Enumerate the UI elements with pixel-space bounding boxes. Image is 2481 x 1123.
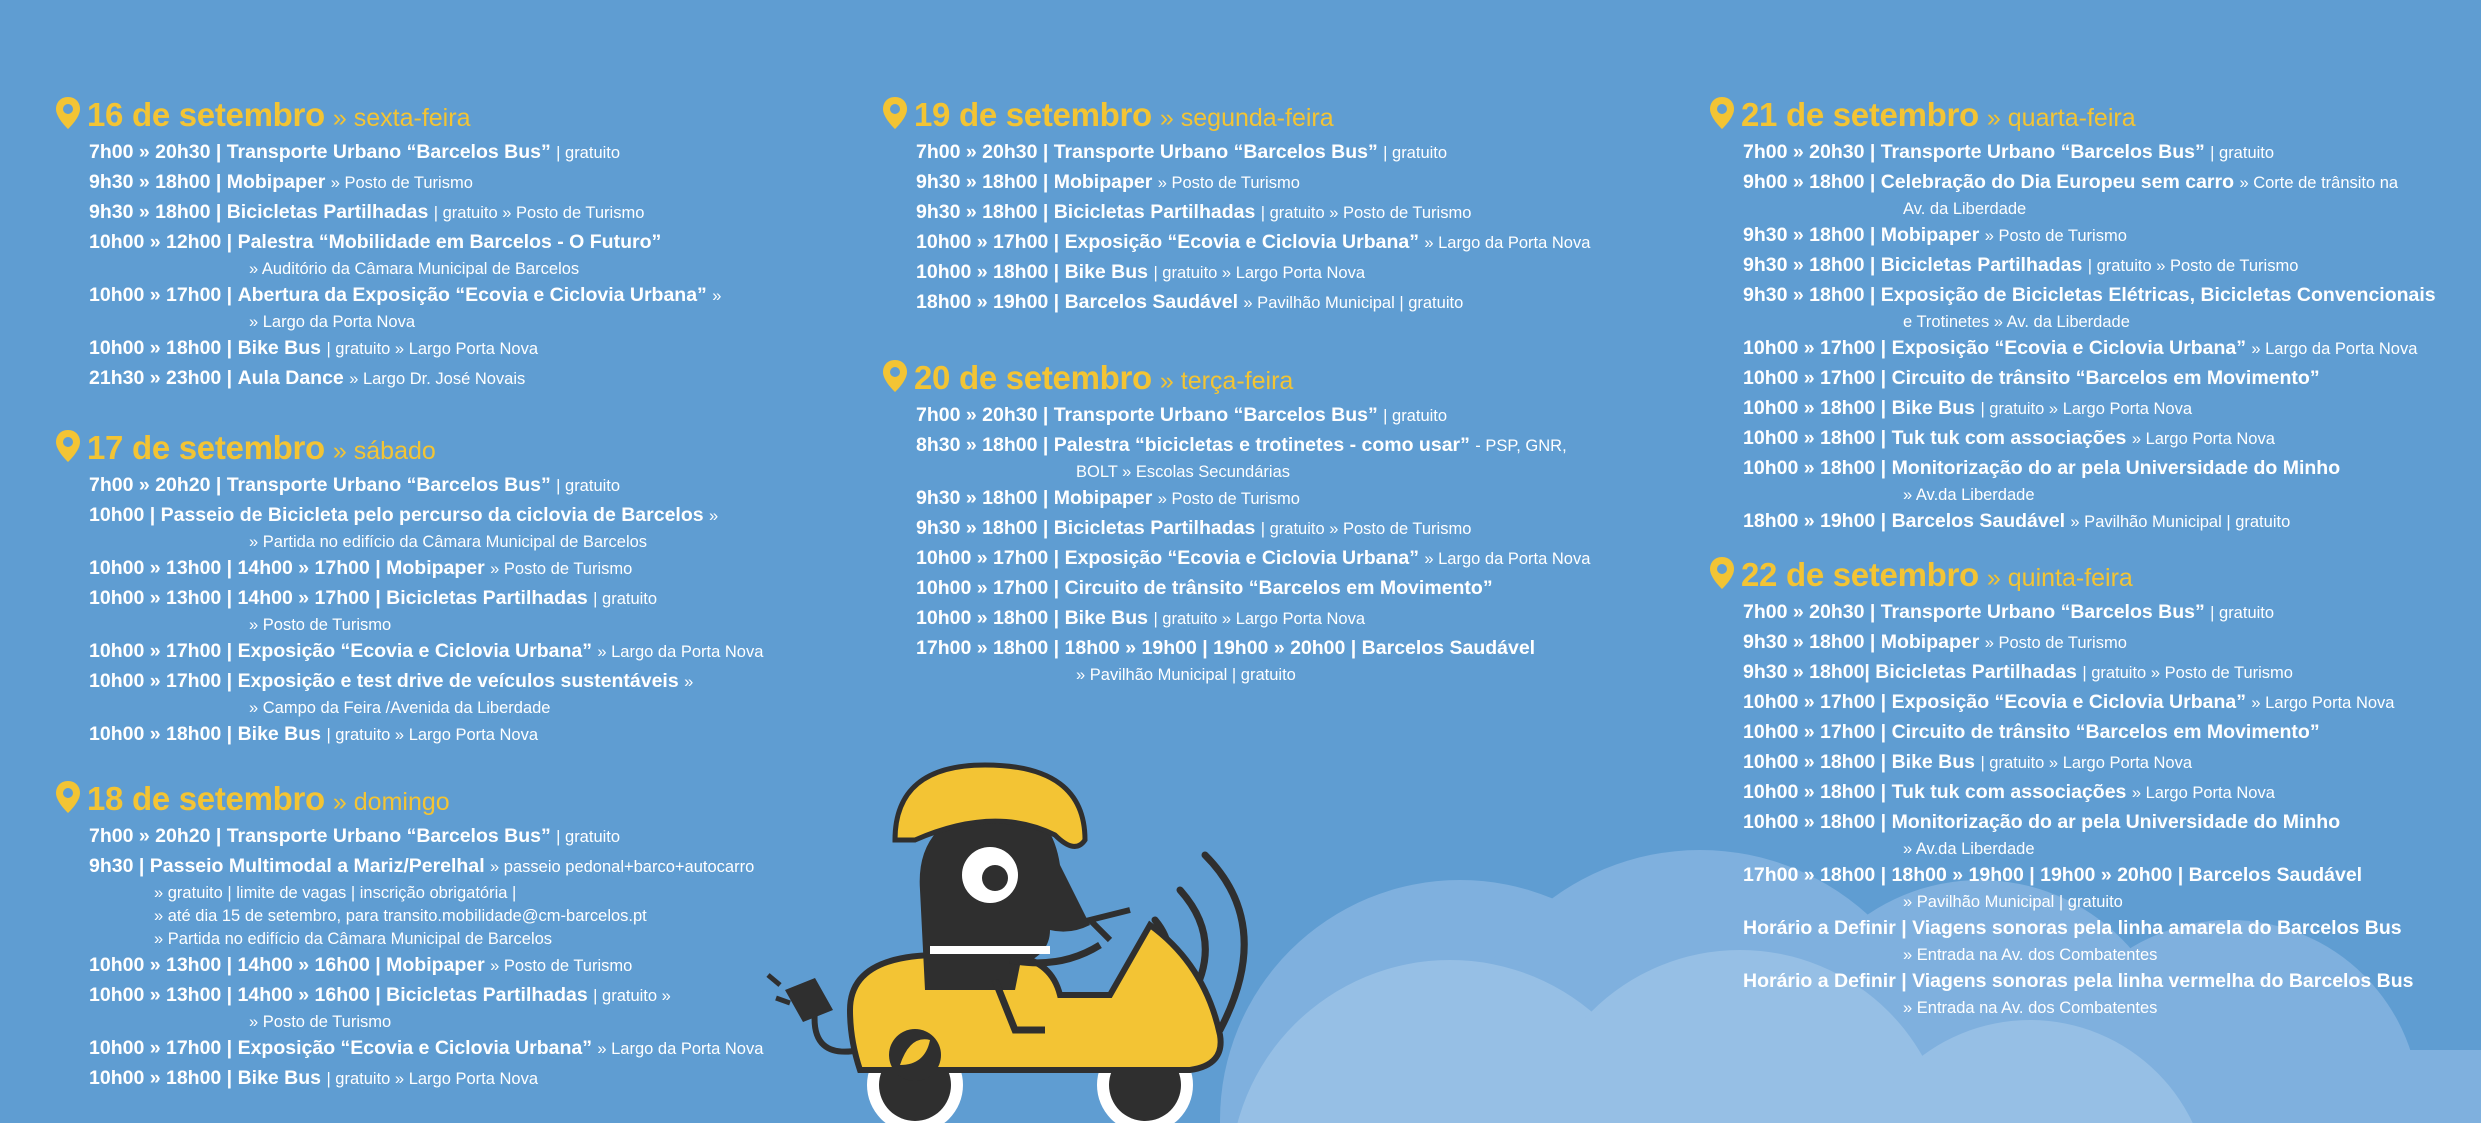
- event-item: [1743, 168, 2436, 221]
- event-title: Bike Bus: [237, 337, 322, 359]
- event-time: 7h00 » 20h30 |: [89, 141, 222, 163]
- event-title: Celebração do Dia Europeu sem carro: [1880, 171, 2235, 193]
- event-title: Passeio Multimodal a Mariz/Perelhal: [149, 855, 485, 877]
- event-title: Mobipaper: [386, 954, 485, 976]
- event-time: 10h00 » 18h00 |: [1743, 751, 1887, 773]
- event-item: [1743, 778, 2414, 808]
- event-item: [916, 634, 1590, 687]
- event-subline: » Partida no edifício da Câmara Municipal de Barcelos: [249, 533, 648, 551]
- event-time: 18h00 » 19h00 |: [916, 291, 1060, 313]
- event-time: 10h00 » 13h00 | 14h00 » 16h00 |: [89, 954, 381, 976]
- event-time: 10h00 » 18h00 |: [916, 261, 1060, 283]
- event-item: [1743, 914, 2414, 967]
- event-item: [89, 364, 721, 394]
- event-title: Monitorização do ar pela Universidade do Minho: [1891, 457, 2341, 479]
- event-detail: | gratuito » Posto de Turismo: [2087, 257, 2299, 275]
- event-item: [89, 228, 721, 281]
- event-title: Bicicletas Partilhadas: [386, 587, 588, 609]
- event-item: [916, 228, 1590, 258]
- event-time: 9h30 » 18h00 |: [89, 171, 222, 193]
- event-time: 9h30 |: [89, 855, 145, 877]
- event-item: [916, 401, 1590, 431]
- event-title: Exposição “Ecovia e Ciclovia Urbana”: [237, 1037, 592, 1059]
- event-subline: » gratuito | limite de vagas | inscrição obrigatória |: [154, 884, 517, 902]
- day-header: [882, 355, 1590, 395]
- event-title: Barcelos Saudável: [1891, 510, 2065, 532]
- map-pin-icon: [55, 429, 81, 463]
- day-block: [55, 92, 721, 394]
- event-item: [916, 288, 1590, 318]
- event-title: Mobipaper: [1053, 487, 1153, 509]
- event-detail: » Pavilhão Municipal | gratuito: [2070, 513, 2291, 531]
- event-item: [1743, 394, 2436, 424]
- event-detail: » Largo da Porta Nova: [2251, 340, 2418, 358]
- day-header: [55, 92, 721, 132]
- event-detail: » Largo da Porta Nova: [597, 643, 764, 661]
- event-subline: » Entrada na Av. dos Combatentes: [1903, 999, 2158, 1017]
- event-detail: | gratuito » Posto de Turismo: [1260, 520, 1472, 538]
- event-detail: » Largo Dr. José Novais: [349, 370, 526, 388]
- event-title: Transporte Urbano “Barcelos Bus”: [226, 474, 551, 496]
- event-detail: »: [684, 673, 694, 691]
- event-time: Horário a Definir |: [1743, 970, 1907, 992]
- event-detail: » Largo Porta Nova: [2131, 784, 2275, 802]
- event-time: 10h00 |: [89, 504, 156, 526]
- event-time: 7h00 » 20h30 |: [916, 404, 1049, 426]
- event-title: Exposição “Ecovia e Ciclovia Urbana”: [1064, 547, 1419, 569]
- event-item: [1743, 507, 2436, 537]
- event-item: [916, 484, 1590, 514]
- event-detail: | gratuito » Posto de Turismo: [1260, 204, 1472, 222]
- event-detail: | gratuito: [556, 477, 621, 495]
- event-title: Bike Bus: [1891, 751, 1976, 773]
- event-item: [89, 1064, 763, 1094]
- event-item: [916, 138, 1590, 168]
- event-item: [916, 604, 1590, 634]
- event-item: [916, 544, 1590, 574]
- event-time: 10h00 » 18h00 |: [89, 337, 233, 359]
- event-title: Transporte Urbano “Barcelos Bus”: [226, 141, 551, 163]
- event-time: 10h00 » 17h00 |: [916, 547, 1060, 569]
- event-detail: » Corte de trânsito na: [2239, 174, 2399, 192]
- event-time: 10h00 » 17h00 |: [89, 284, 233, 306]
- event-time: 10h00 » 17h00 |: [1743, 367, 1887, 389]
- day-weekday: » sexta-feira: [332, 104, 471, 132]
- event-subline: » Entrada na Av. dos Combatentes: [1903, 946, 2158, 964]
- event-detail: » Posto de Turismo: [490, 560, 633, 578]
- event-item: [1743, 364, 2436, 394]
- map-pin-icon: [55, 780, 81, 814]
- event-item: [89, 281, 721, 334]
- map-pin-icon: [1709, 556, 1735, 590]
- event-title: Mobipaper: [1880, 224, 1980, 246]
- event-title: Palestra “bicicletas e trotinetes - como usar”: [1053, 434, 1470, 456]
- day-block: [1709, 552, 2414, 1020]
- event-item: [89, 471, 763, 501]
- day-weekday: » segunda-feira: [1159, 104, 1334, 132]
- event-title: Palestra “Mobilidade em Barcelos - O Futuro”: [237, 231, 662, 253]
- event-item: [1743, 658, 2414, 688]
- event-time: 9h30 » 18h00 |: [1743, 224, 1876, 246]
- event-item: [89, 822, 763, 852]
- event-title: Exposição “Ecovia e Ciclovia Urbana”: [1891, 691, 2246, 713]
- event-item: [1743, 251, 2436, 281]
- day-weekday: » terça-feira: [1159, 367, 1294, 395]
- day-header: [1709, 552, 2414, 592]
- day-block: [882, 92, 1590, 318]
- event-time: 9h30 » 18h00 |: [916, 201, 1049, 223]
- event-item: [1743, 688, 2414, 718]
- event-title: Bike Bus: [237, 723, 322, 745]
- event-item: [916, 574, 1590, 604]
- event-subline: » Auditório da Câmara Municipal de Barcelos: [249, 260, 580, 278]
- event-item: [916, 514, 1590, 544]
- event-detail: » Posto de Turismo: [490, 957, 633, 975]
- event-time: 10h00 » 17h00 |: [89, 640, 233, 662]
- event-time: 10h00 » 17h00 |: [1743, 691, 1887, 713]
- event-title: Mobipaper: [226, 171, 326, 193]
- event-item: [1743, 281, 2436, 334]
- event-item: [89, 667, 763, 720]
- event-time: 9h30 » 18h00 |: [916, 171, 1049, 193]
- event-time: 7h00 » 20h20 |: [89, 474, 222, 496]
- map-pin-icon: [55, 96, 81, 130]
- day-block: [55, 425, 763, 750]
- event-subline: e Trotinetes » Av. da Liberdade: [1903, 313, 2130, 331]
- event-time: 9h30 » 18h00|: [1743, 661, 1870, 683]
- event-title: Bike Bus: [237, 1067, 322, 1089]
- event-item: [1743, 424, 2436, 454]
- event-title: Aula Dance: [237, 367, 344, 389]
- event-item: [916, 431, 1590, 484]
- event-time: 10h00 » 17h00 |: [1743, 721, 1887, 743]
- day-block: [882, 355, 1590, 687]
- day-weekday: » quarta-feira: [1986, 104, 2136, 132]
- event-detail: | gratuito » Posto de Turismo: [2082, 664, 2293, 682]
- event-detail: » Largo Porta Nova: [2251, 694, 2395, 712]
- event-title: Viagens sonoras pela linha amarela do Barcelos Bus: [1912, 917, 2402, 939]
- event-time: 10h00 » 18h00 |: [89, 723, 233, 745]
- day-date: 17 de setembro: [87, 429, 325, 466]
- event-time: 10h00 » 18h00 |: [1743, 397, 1887, 419]
- event-time: 10h00 » 18h00 |: [89, 1067, 233, 1089]
- map-pin-icon: [1709, 96, 1735, 130]
- event-title: Barcelos Saudável: [2188, 864, 2363, 886]
- event-subline: Av. da Liberdade: [1903, 200, 2027, 218]
- event-title: Exposição “Ecovia e Ciclovia Urbana”: [1891, 337, 2246, 359]
- event-detail: | gratuito: [1383, 407, 1448, 425]
- event-item: [1743, 748, 2414, 778]
- event-subline: » Pavilhão Municipal | gratuito: [1076, 666, 1296, 684]
- event-title: Transporte Urbano “Barcelos Bus”: [1880, 601, 2205, 623]
- event-time: 10h00 » 13h00 | 14h00 » 17h00 |: [89, 557, 381, 579]
- event-title: Tuk tuk com associações: [1891, 781, 2127, 803]
- event-title: Bicicletas Partilhadas: [386, 984, 588, 1006]
- event-item: [89, 198, 721, 228]
- event-detail: | gratuito » Largo Porta Nova: [326, 726, 539, 744]
- event-detail: » Posto de Turismo: [330, 174, 473, 192]
- event-time: 17h00 » 18h00 | 18h00 » 19h00 | 19h00 » 20h00 |: [916, 637, 1357, 659]
- event-detail: | gratuito: [593, 590, 658, 608]
- event-item: [1743, 598, 2414, 628]
- event-time: 21h30 » 23h00 |: [89, 367, 233, 389]
- day-date: 20 de setembro: [914, 359, 1152, 396]
- day-date: 18 de setembro: [87, 780, 325, 817]
- event-time: 10h00 » 18h00 |: [1743, 427, 1887, 449]
- event-detail: » Posto de Turismo: [1984, 227, 2127, 245]
- day-date: 16 de setembro: [87, 96, 325, 133]
- event-time: 7h00 » 20h30 |: [1743, 601, 1876, 623]
- event-time: 7h00 » 20h20 |: [89, 825, 222, 847]
- day-header: [882, 92, 1590, 132]
- event-subline: » Av.da Liberdade: [1903, 486, 2035, 504]
- event-detail: » Posto de Turismo: [1984, 634, 2127, 652]
- event-subline: BOLT » Escolas Secundárias: [1076, 463, 1291, 481]
- event-title: Bicicletas Partilhadas: [1053, 201, 1256, 223]
- event-title: Monitorização do ar pela Universidade do Minho: [1891, 811, 2341, 833]
- event-title: Transporte Urbano “Barcelos Bus”: [1880, 141, 2205, 163]
- event-detail: | gratuito » Largo Porta Nova: [1980, 754, 2193, 772]
- event-time: Horário a Definir |: [1743, 917, 1907, 939]
- event-detail: | gratuito » Posto de Turismo: [433, 204, 645, 222]
- event-title: Barcelos Saudável: [1064, 291, 1238, 313]
- event-title: Abertura da Exposição “Ecovia e Ciclovia Urbana”: [237, 284, 707, 306]
- event-detail: » passeio pedonal+barco+autocarro: [490, 858, 755, 876]
- event-item: [89, 501, 763, 554]
- map-pin-icon: [882, 359, 908, 393]
- event-detail: - PSP, GNR,: [1475, 437, 1567, 455]
- event-time: 10h00 » 13h00 | 14h00 » 16h00 |: [89, 984, 381, 1006]
- event-item: [89, 951, 763, 981]
- event-item: [916, 198, 1590, 228]
- event-detail: » Posto de Turismo: [1157, 174, 1300, 192]
- event-title: Mobipaper: [1053, 171, 1153, 193]
- event-time: 9h30 » 18h00 |: [89, 201, 222, 223]
- event-item: [916, 258, 1590, 288]
- day-header: [55, 776, 763, 816]
- event-detail: » Largo Porta Nova: [2131, 430, 2275, 448]
- event-title: Exposição “Ecovia e Ciclovia Urbana”: [237, 640, 592, 662]
- event-item: [89, 334, 721, 364]
- event-subline: » até dia 15 de setembro, para transito.mobilidade@cm-barcelos.pt: [154, 907, 647, 925]
- event-time: 10h00 » 12h00 |: [89, 231, 233, 253]
- event-title: Exposição de Bicicletas Elétricas, Bicicletas Convencionais: [1880, 284, 2436, 306]
- event-time: 8h30 » 18h00 |: [916, 434, 1049, 456]
- event-time: 9h30 » 18h00 |: [1743, 254, 1876, 276]
- event-item: [89, 138, 721, 168]
- event-title: Bicicletas Partilhadas: [226, 201, 429, 223]
- event-subline: » Largo da Porta Nova: [249, 313, 416, 331]
- scooter-mascot-illustration: [768, 765, 1244, 1123]
- day-date: 22 de setembro: [1741, 556, 1979, 593]
- event-detail: | gratuito: [556, 144, 621, 162]
- event-time: 9h30 » 18h00 |: [1743, 631, 1876, 653]
- event-detail: » Largo da Porta Nova: [1424, 550, 1591, 568]
- event-time: 9h00 » 18h00 |: [1743, 171, 1876, 193]
- event-time: 9h30 » 18h00 |: [916, 517, 1049, 539]
- day-block: [1709, 92, 2436, 537]
- event-subline: » Pavilhão Municipal | gratuito: [1903, 893, 2123, 911]
- event-title: Transporte Urbano “Barcelos Bus”: [1053, 141, 1378, 163]
- event-detail: | gratuito » Largo Porta Nova: [326, 1070, 539, 1088]
- event-item: [1743, 718, 2414, 748]
- event-detail: » Largo da Porta Nova: [597, 1040, 764, 1058]
- event-item: [1743, 334, 2436, 364]
- event-item: [1743, 138, 2436, 168]
- event-detail: »: [712, 287, 722, 305]
- event-detail: | gratuito: [556, 828, 621, 846]
- event-time: 7h00 » 20h30 |: [916, 141, 1049, 163]
- event-title: Circuito de trânsito “Barcelos em Movimento”: [1891, 367, 2320, 389]
- event-title: Tuk tuk com associações: [1891, 427, 2127, 449]
- event-detail: » Pavilhão Municipal | gratuito: [1243, 294, 1464, 312]
- event-detail: » Largo da Porta Nova: [1424, 234, 1591, 252]
- day-weekday: » domingo: [332, 788, 450, 816]
- event-title: Bike Bus: [1064, 261, 1149, 283]
- event-item: [1743, 454, 2436, 507]
- day-header: [1709, 92, 2436, 132]
- event-subline: » Partida no edifício da Câmara Municipal de Barcelos: [154, 930, 553, 948]
- event-time: 9h30 » 18h00 |: [1743, 284, 1876, 306]
- event-detail: » Posto de Turismo: [1157, 490, 1300, 508]
- event-time: 10h00 » 18h00 |: [916, 607, 1060, 629]
- event-item: [1743, 221, 2436, 251]
- event-time: 10h00 » 18h00 |: [1743, 781, 1887, 803]
- event-time: 9h30 » 18h00 |: [916, 487, 1049, 509]
- event-title: Bike Bus: [1891, 397, 1976, 419]
- event-detail: | gratuito » Largo Porta Nova: [1153, 610, 1366, 628]
- event-item: [1743, 808, 2414, 861]
- event-title: Bicicletas Partilhadas: [1875, 661, 2077, 683]
- event-item: [89, 720, 763, 750]
- event-item: [1743, 967, 2414, 1020]
- map-pin-icon: [882, 96, 908, 130]
- event-item: [1743, 628, 2414, 658]
- event-item: [89, 637, 763, 667]
- event-title: Passeio de Bicicleta pelo percurso da ciclovia de Barcelos: [160, 504, 704, 526]
- day-weekday: » sábado: [332, 437, 436, 465]
- event-title: Transporte Urbano “Barcelos Bus”: [1053, 404, 1378, 426]
- event-time: 10h00 » 17h00 |: [916, 231, 1060, 253]
- event-item: [89, 584, 763, 637]
- event-item: [89, 1034, 763, 1064]
- day-date: 21 de setembro: [1741, 96, 1979, 133]
- event-subline: » Av.da Liberdade: [1903, 840, 2035, 858]
- event-title: Bicicletas Partilhadas: [1880, 254, 2083, 276]
- event-time: 10h00 » 17h00 |: [1743, 337, 1887, 359]
- event-title: Barcelos Saudável: [1361, 637, 1536, 659]
- day-date: 19 de setembro: [914, 96, 1152, 133]
- event-time: 10h00 » 17h00 |: [89, 670, 233, 692]
- event-item: [89, 168, 721, 198]
- event-title: Viagens sonoras pela linha vermelha do Barcelos Bus: [1912, 970, 2414, 992]
- event-subline: » Posto de Turismo: [249, 616, 392, 634]
- event-detail: | gratuito: [2210, 604, 2275, 622]
- event-title: Circuito de trânsito “Barcelos em Movimento”: [1891, 721, 2320, 743]
- event-time: 10h00 » 17h00 |: [916, 577, 1060, 599]
- day-block: [55, 776, 763, 1094]
- event-title: Transporte Urbano “Barcelos Bus”: [226, 825, 551, 847]
- event-time: 10h00 » 13h00 | 14h00 » 17h00 |: [89, 587, 381, 609]
- event-item: [1743, 861, 2414, 914]
- event-title: Mobipaper: [1880, 631, 1980, 653]
- event-item: [916, 168, 1590, 198]
- event-subline: » Posto de Turismo: [249, 1013, 392, 1031]
- event-detail: | gratuito » Largo Porta Nova: [1153, 264, 1366, 282]
- event-time: 18h00 » 19h00 |: [1743, 510, 1887, 532]
- event-time: 10h00 » 18h00 |: [1743, 457, 1887, 479]
- day-header: [55, 425, 763, 465]
- event-subline: » Campo da Feira /Avenida da Liberdade: [249, 699, 551, 717]
- event-title: Bike Bus: [1064, 607, 1149, 629]
- event-item: [89, 554, 763, 584]
- event-title: Exposição “Ecovia e Ciclovia Urbana”: [1064, 231, 1419, 253]
- event-title: Exposição e test drive de veículos sustentáveis: [237, 670, 679, 692]
- event-title: Mobipaper: [386, 557, 485, 579]
- event-detail: | gratuito » Largo Porta Nova: [326, 340, 539, 358]
- event-detail: | gratuito »: [593, 987, 671, 1005]
- event-detail: »: [709, 507, 719, 525]
- event-title: Circuito de trânsito “Barcelos em Movimento”: [1064, 577, 1493, 599]
- event-time: 10h00 » 17h00 |: [89, 1037, 233, 1059]
- event-time: 17h00 » 18h00 | 18h00 » 19h00 | 19h00 » 20h00 |: [1743, 864, 2184, 886]
- event-title: Bicicletas Partilhadas: [1053, 517, 1256, 539]
- event-detail: | gratuito: [1383, 144, 1448, 162]
- event-detail: | gratuito: [2210, 144, 2275, 162]
- event-item: [89, 981, 763, 1034]
- event-time: 10h00 » 18h00 |: [1743, 811, 1887, 833]
- event-item: [89, 852, 763, 951]
- event-detail: | gratuito » Largo Porta Nova: [1980, 400, 2193, 418]
- day-weekday: » quinta-feira: [1986, 564, 2133, 592]
- event-time: 7h00 » 20h30 |: [1743, 141, 1876, 163]
